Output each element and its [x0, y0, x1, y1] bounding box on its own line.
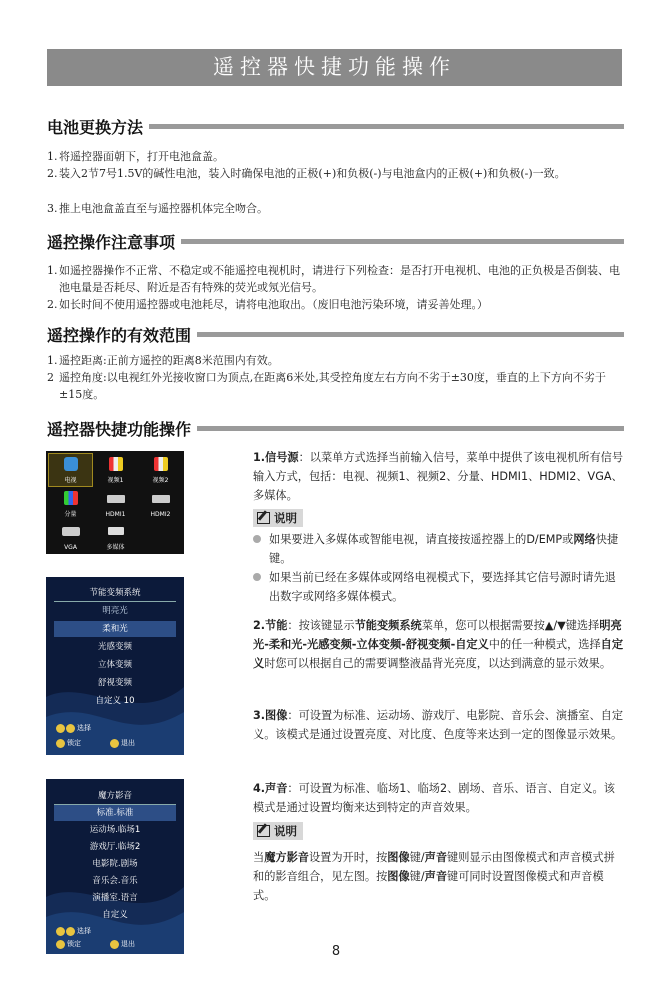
menu-item-selected: 标准.标准	[54, 805, 176, 821]
source-tile-multimedia: 多媒体	[94, 521, 137, 553]
source-tile-hdmi1: HDMI1	[94, 488, 137, 520]
source-tile-tv: 电视	[49, 454, 92, 486]
exit-key-icon	[110, 739, 119, 748]
source-tile-video2: 视频2	[139, 454, 182, 486]
desc-picture: 3.图像：可设置为标准、运动场、游戏厅、电影院、音乐会、演播室、自定义。该模式是通过设置亮度、对比度、色度等来达到一定的图像显示效果。	[253, 709, 624, 741]
hdmi-port-icon	[152, 495, 170, 503]
av-plug-icon	[154, 457, 168, 471]
list-item	[47, 148, 625, 165]
menu-title: 魔方影音	[54, 788, 176, 805]
item-text: 遥控距离:正前方遥控的距离8米范围内有效。	[59, 354, 279, 367]
ok-key-icon	[56, 739, 65, 748]
sound-menu-screenshot	[46, 779, 184, 954]
section-divider	[197, 332, 624, 337]
menu-item: 演播室.语言	[92, 893, 138, 903]
note-bullet: 如果当前已经在多媒体或网络电视模式下，要选择其它信号源时请先退出数字或网络多媒体模式。	[253, 568, 625, 606]
list-item	[47, 262, 625, 296]
menu-item: 光感变频	[97, 642, 132, 652]
key-hint-exit: 退出	[110, 738, 135, 748]
item-text: 推上电池盒盖直至与遥控器机体完全吻合。	[59, 202, 268, 215]
key-hint-ok: 锁定	[56, 738, 81, 748]
key-hint-ok: 锁定	[56, 939, 81, 949]
item-number: 2.	[47, 298, 58, 311]
menu-item: 自定义	[102, 910, 128, 920]
list-item	[47, 369, 625, 403]
menu-item: 运动场.临场1	[89, 825, 141, 835]
item-number: 3.	[47, 202, 58, 215]
energy-menu-screenshot	[46, 577, 184, 755]
item-text: 装入2节7号1.5V的碱性电池，装入时确保电池的正极(+)和负极(-)与电池盒内的正极(+)和负极(-)一致。	[59, 167, 566, 180]
bullet-dot	[253, 535, 261, 543]
arrow-key-icon	[56, 724, 65, 733]
bullet-dot	[253, 573, 261, 581]
menu-item: 明亮光	[102, 606, 128, 616]
item-number: 1.	[47, 150, 58, 163]
menu-item: 电影院.剧场	[92, 859, 138, 869]
item-text: 如遥控器操作不正常、不稳定或不能遥控电视机时，请进行下列检查：是否打开电视机、电池的正负极是否倒装、电池电量是否耗尽、附近是否有特殊的荧光或氖光信号。	[59, 264, 620, 294]
section-header-quick	[47, 417, 624, 439]
av-plug-icon	[109, 457, 123, 471]
arrow-key-icon	[66, 927, 75, 936]
source-tile-hdmi2: HDMI2	[139, 488, 182, 520]
desc-energy: 2.节能：按该键显示节能变频系统菜单，您可以根据需要按▲/▼键选择明亮光-柔和光-光感变频-立体变频-舒视变频-自定义中的任一种模式，选择自定义时您可以根据自己的需要调整液晶背光亮度，以达到满意的显示效果。	[253, 619, 624, 670]
vga-port-icon	[62, 527, 80, 536]
desc-sound: 4.声音：可设置为标准、临场1、临场2、剧场、音乐、语言、自定义。该模式是通过设置均衡来达到特定的声音效果。	[253, 782, 615, 814]
source-tile-vga: VGA	[49, 521, 92, 553]
hdmi-port-icon	[107, 495, 125, 503]
item-text: 遥控角度:以电视红外光接收窗口为顶点,在距离6米处,其受控角度左右方向不劣于±30度，垂直的上下方向不劣于±15度。	[59, 371, 606, 401]
section-title: 电池更换方法	[47, 117, 144, 137]
usb-icon	[108, 527, 124, 535]
list-item	[47, 296, 625, 313]
arrow-key-icon	[66, 724, 75, 733]
note-bullet: 如果要进入多媒体或智能电视，请直接按遥控器上的D/EMP或网络快捷键。	[253, 530, 625, 568]
section-header-range	[47, 323, 624, 345]
note-label: 说明	[253, 822, 303, 840]
menu-item: 立体变频	[97, 660, 132, 670]
item-text: 将遥控器面朝下，打开电池盒盖。	[59, 150, 224, 163]
key-hint-select: 选择	[56, 926, 91, 936]
source-tile-component: 分量	[49, 488, 92, 520]
item-number: 1.	[47, 264, 58, 277]
menu-item: 音乐会.音乐	[92, 876, 138, 886]
key-hint-select: 选择	[56, 723, 91, 733]
menu-item: 舒视变频	[97, 678, 132, 688]
desc-magic-av: 当魔方影音设置为开时，按图像键/声音键则显示由图像模式和声音模式拼和的影音组合，见左图。按图像键/声音键可同时设置图像模式和声音模式。	[253, 851, 615, 902]
desc-signal-source: 1.信号源：以菜单方式选择当前输入信号，菜单中提供了该电视机所有信号输入方式，包括：电视、视频1、视频2、分量、HDMI1、HDMI2、VGA、多媒体。	[253, 451, 624, 502]
key-hint-exit: 退出	[110, 939, 135, 949]
section-title: 遥控操作注意事项	[47, 232, 176, 252]
item-text: 如长时间不使用遥控器或电池耗尽，请将电池取出。（废旧电池污染环境，请妥善处理。）	[59, 298, 488, 311]
item-number: 2	[47, 371, 54, 384]
menu-item: 游戏厅.临场2	[89, 842, 141, 852]
section-title: 遥控操作的有效范围	[47, 325, 192, 345]
item-number: 2.	[47, 167, 58, 180]
menu-title: 节能变频系统	[54, 585, 176, 602]
pencil-note-icon	[257, 825, 270, 837]
list-item	[47, 165, 625, 182]
page-banner: 遥控器快捷功能操作	[47, 49, 622, 86]
item-number: 1.	[47, 354, 58, 367]
tv-icon	[64, 457, 78, 471]
section-divider	[197, 426, 624, 431]
source-tile-video1: 视频1	[94, 454, 137, 486]
list-item	[47, 200, 625, 217]
page-number: 8	[331, 944, 341, 959]
menu-item: 自定义 10	[95, 696, 135, 706]
arrow-key-icon	[56, 927, 65, 936]
component-plug-icon	[64, 491, 78, 505]
section-divider	[181, 239, 624, 244]
section-divider	[149, 124, 624, 129]
pencil-note-icon	[257, 512, 270, 524]
section-header-notes	[47, 230, 624, 252]
menu-item-selected: 柔和光	[54, 621, 176, 637]
section-title: 遥控器快捷功能操作	[47, 419, 192, 439]
source-menu-screenshot	[46, 451, 184, 554]
note-label: 说明	[253, 509, 303, 527]
section-header-battery	[47, 115, 624, 137]
list-item	[47, 352, 625, 369]
